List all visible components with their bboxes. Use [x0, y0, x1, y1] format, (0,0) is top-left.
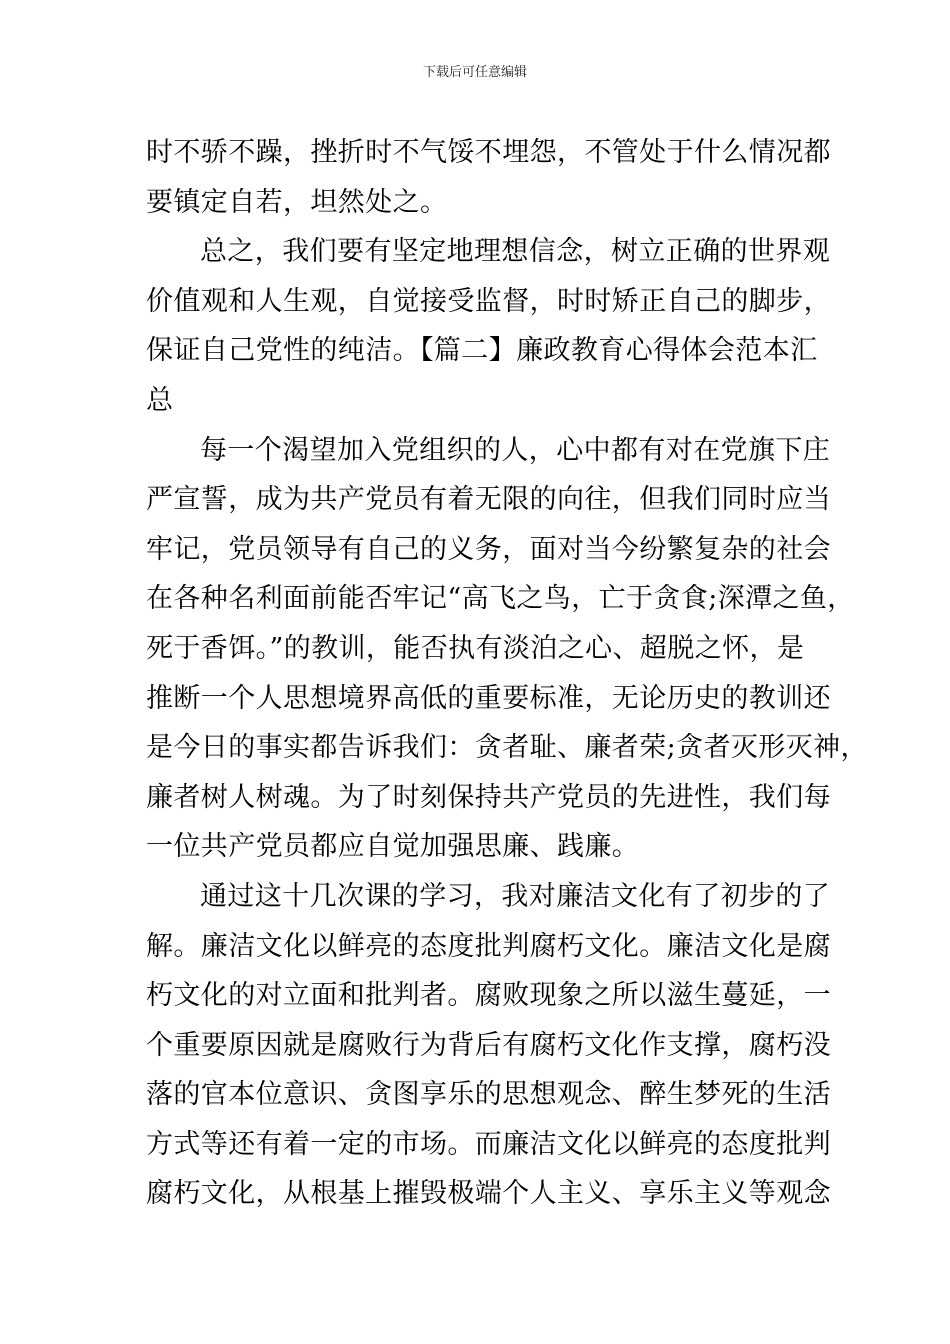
text-line: 一位共产党员都应自觉加强思廉、践廉。 [146, 831, 640, 863]
text-line: 要镇定自若，坦然处之。 [146, 186, 448, 218]
paragraph-start-line: 通过这十几次课的学习，我对廉洁文化有了初步的了 [200, 880, 831, 912]
paragraph-start-line: 总之，我们要有坚定地理想信念，树立正确的世界观 [200, 236, 831, 268]
text-line: 解。廉洁文化以鲜亮的态度批判腐朽文化。廉洁文化是腐 [146, 930, 831, 962]
text-line: 时不骄不躁，挫折时不气馁不埋怨，不管处于什么情况都 [146, 137, 831, 168]
text-line: 廉者树人树魂。为了时刻保持共产党员的先进性，我们每 [146, 781, 831, 813]
text-line: 严宣誓，成为共产党员有着无限的向往，但我们同时应当 [146, 484, 831, 516]
document-body [146, 128, 868, 1219]
text-line: 推断一个人思想境界高低的重要标准，无论历史的教训还 [146, 682, 831, 714]
text-line: 保证自己党性的纯洁。【篇二】廉政教育心得体会范本汇 [146, 335, 818, 367]
text-line: 个重要原因就是腐败行为背后有腐朽文化作支撑，腐朽没 [146, 1029, 831, 1061]
text-line: 总 [146, 384, 174, 416]
paragraph-start-line: 每一个渴望加入党组织的人，心中都有对在党旗下庄 [200, 434, 831, 466]
text-line: 死于香饵。”的教训，能否执有淡泊之心、超脱之怀，是 [146, 632, 805, 664]
text-line: 落的官本位意识、贪图享乐的思想观念、醉生梦死的生活 [146, 1079, 831, 1111]
text-line: 朽文化的对立面和批判者。腐败现象之所以滋生蔓延，一 [146, 980, 831, 1012]
page-header: 下载后可任意编辑 [422, 65, 527, 80]
text-line: 价值观和人生观，自觉接受监督，时时矫正自己的脚步， [146, 285, 831, 317]
text-line: 方式等还有着一定的市场。而廉洁文化以鲜亮的态度批判 [146, 1128, 831, 1160]
text-line: 是今日的事实都告诉我们：贪者耻、廉者荣;贪者灭形灭神， [146, 732, 868, 764]
text-line: 在各种名利面前能否牢记“高飞之鸟，亡于贪食;深潭之鱼， [146, 583, 855, 615]
text-line: 牢记，党员领导有自己的义务，面对当今纷繁复杂的社会 [146, 533, 831, 565]
text-line: 腐朽文化，从根基上摧毁极端个人主义、享乐主义等观念 [146, 1178, 831, 1210]
